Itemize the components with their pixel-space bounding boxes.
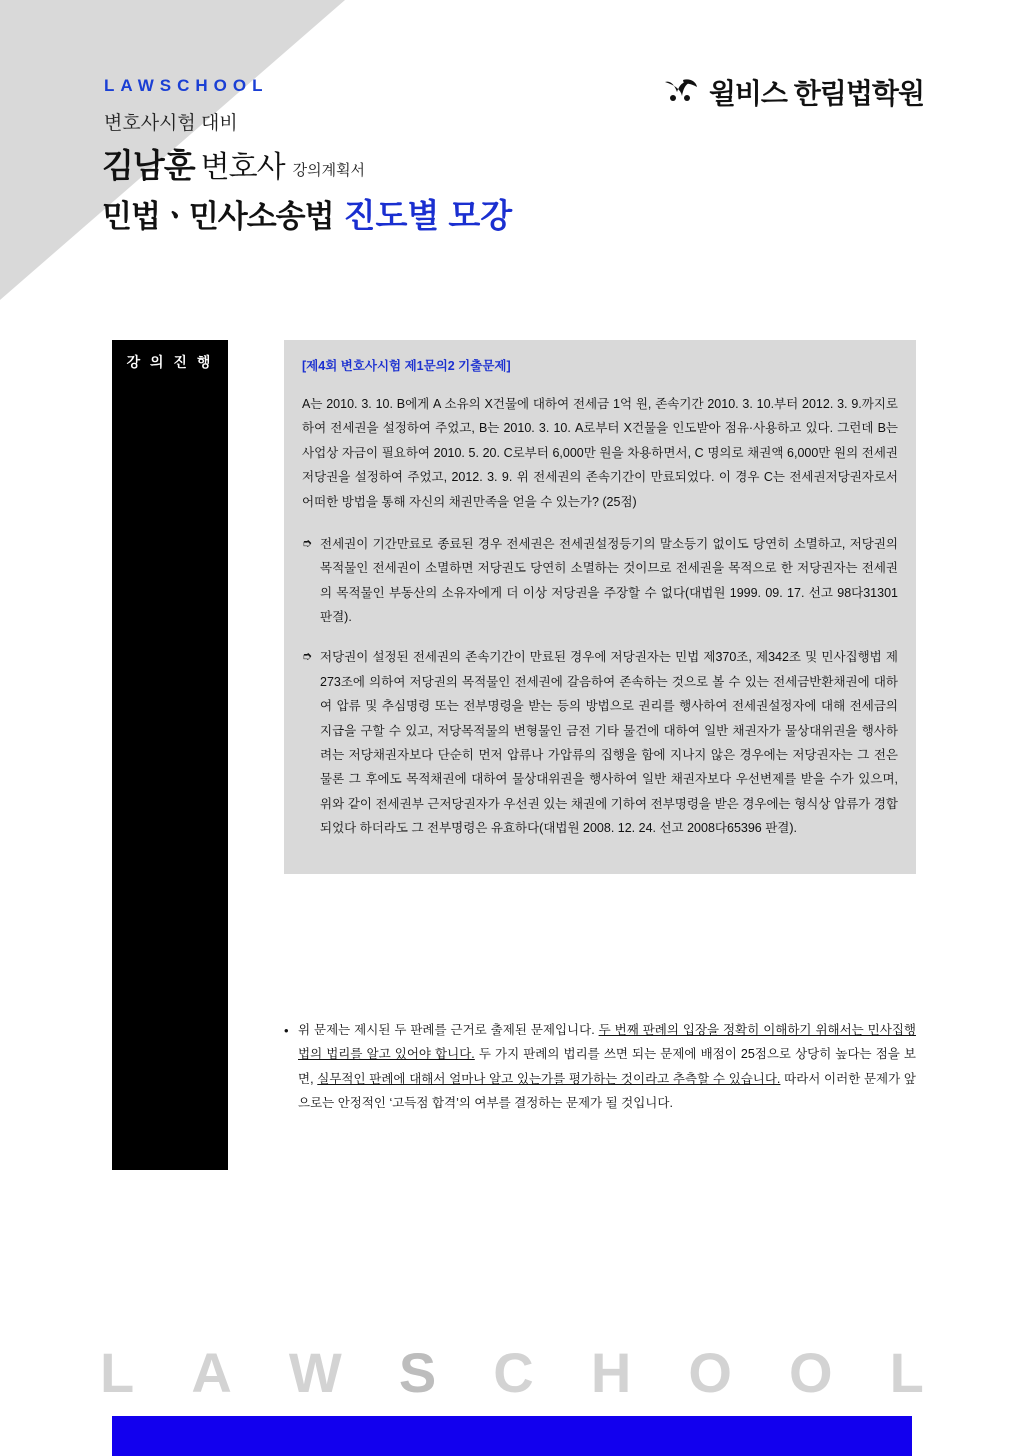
section-sidebar	[112, 340, 228, 1170]
question-panel	[284, 340, 916, 874]
footer-letter: S	[398, 1341, 437, 1404]
syllabus-label: 강의계획서	[292, 162, 366, 179]
footer-letter: L	[889, 1341, 924, 1404]
dot-bullet-icon: •	[284, 1023, 289, 1038]
footer-letter: H	[590, 1341, 632, 1404]
instructor-name: 김남훈	[102, 147, 195, 184]
commentary-segment: 두 가지 판례의 법리를 쓰면 되는 문제에 배점이 25점으로 상당히 높다는 점을 보면,	[298, 1047, 916, 1086]
brand-name: 윌비스 한림법학원	[708, 78, 924, 109]
precedent-text: 전세권이 기간만료로 종료된 경우 전세권은 전세권설정등기의 말소등기 없이도 당연히 소멸하고, 저당권의 목적물인 전세권이 소멸하면 저당권도 당연히 소멸하는 것이므로 전세권을 목적으로 한 저당권자는 전세권의 목적물인 부동산의 소유자에게 더 이상 저당권을 주장할 수 없다(대법원 1999. 09. 17. 선고 98다31301 판결).	[320, 536, 898, 624]
instructor-role: 변호사	[200, 151, 285, 184]
footer-letter: W	[288, 1341, 342, 1404]
footer-watermark	[100, 1340, 924, 1405]
footer-color-bar	[112, 1416, 912, 1456]
exam-prep-subtitle: 변호사시험 대비	[104, 113, 238, 134]
footer-letter: C	[493, 1341, 534, 1404]
footer-letter: L	[100, 1341, 135, 1404]
course-subject: 민법ㆍ민사소송법	[102, 199, 334, 234]
course-highlight: 진도별 모강	[343, 197, 513, 234]
page-header	[0, 0, 1024, 300]
commentary-segment: 두 번째 판례의 입장을 정확히 이해하기 위해서는 민사집행법의 법리를 알고 있어야 합니다.	[298, 1023, 916, 1062]
commentary-segment: 따라서 이러한 문제가 앞으로는 안정적인 ‘고득점 합격’의 여부를 결정하는 문제가 될 것입니다.	[298, 1071, 916, 1111]
footer-letter: A	[191, 1341, 232, 1404]
instructor-line	[102, 140, 365, 187]
precedent-text: 저당권이 설정된 전세권의 존속기간이 만료된 경우에 저당권자는 민법 제370조, 제342조 및 민사집행법 제273조에 의하여 저당권의 목적물인 전세권에 갈음하여 존속하는 것으로 볼 수 있는 전세금반환채권에 대하여 압류 및 추심명령 또는 전부명령을 받는 등의 방법으로 권리를 행사하여 전세권설정자에 대해 전세금의 지급을 구할 수 있고, 저당목적물의 변형물인 금전 기타 물건에 대하여 일반 채권자가 물상대위권을 행사하려는 저당채권자보다 단순히 먼저 압류나 가압류의 집행을 함에 지나지 않은 경우에는 저당권자는 그 전은 물론 그 후에도 목적채권에 대하여 물상대위권을 행사하여 일반 채권자보다 우선변제를 받을 수가 있으며, 위와 같이 전세권부 근저당권자가 우선권 있는 채권에 기하여 전부명령을 받은 경우에는 형식상 압류가 경합되었다 하더라도 그 전부명령은 유효하다(대법원 2008. 12. 24. 선고 2008다65396 판결).	[320, 650, 898, 835]
question-title: [제4회 변호사시험 제1문의2 기출문제]	[302, 359, 511, 373]
commentary-note	[284, 1018, 916, 1116]
footer-letter: O	[688, 1341, 732, 1404]
lawschool-wordmark: LAWSCHOOL	[104, 76, 269, 95]
commentary-text	[298, 1018, 916, 1116]
brand-mark-icon	[663, 78, 699, 106]
question-body: A는 2010. 3. 10. B에게 A 소유의 X건물에 대하여 전세금 1억 원, 존속기간 2010. 3. 10.부터 2012. 3. 9.까지로 하여 전세권을 설정하여 주었고, B는 2010. 3. 10. A로부터 X건물을 인도받아 점유·사용하고 있다. 그런데 B는 사업상 자금이 필요하여 2010. 5. 20. C로부터 6,000만 원을 차용하면서, C 명의로 채권액 6,000만 원의 전세권저당권을 설정하여 주었고, 2012. 3. 9. 위 전세권의 존속기간이 만료되었다. 이 경우 C는 전세권저당권자로서 어떠한 방법을 통해 자신의 채권만족을 얻을 수 있는가? (25점)	[302, 397, 898, 509]
arrow-bullet-icon: ➮	[302, 649, 313, 664]
precedent-item	[302, 532, 898, 630]
precedent-item	[302, 645, 898, 840]
section-sidebar-label: 강 의 진 행	[126, 354, 214, 370]
commentary-segment: 실무적인 판례에 대해서 얼마나 알고 있는가를 평가하는 것이라고 추측할 수 있습니다.	[317, 1071, 781, 1086]
footer-letter: O	[789, 1341, 833, 1404]
arrow-bullet-icon: ➮	[302, 535, 313, 550]
brand-logo	[663, 72, 924, 112]
course-title-line	[102, 190, 512, 237]
commentary-segment: 위 문제는 제시된 두 판례를 근거로 출제된 문제입니다.	[298, 1023, 599, 1037]
